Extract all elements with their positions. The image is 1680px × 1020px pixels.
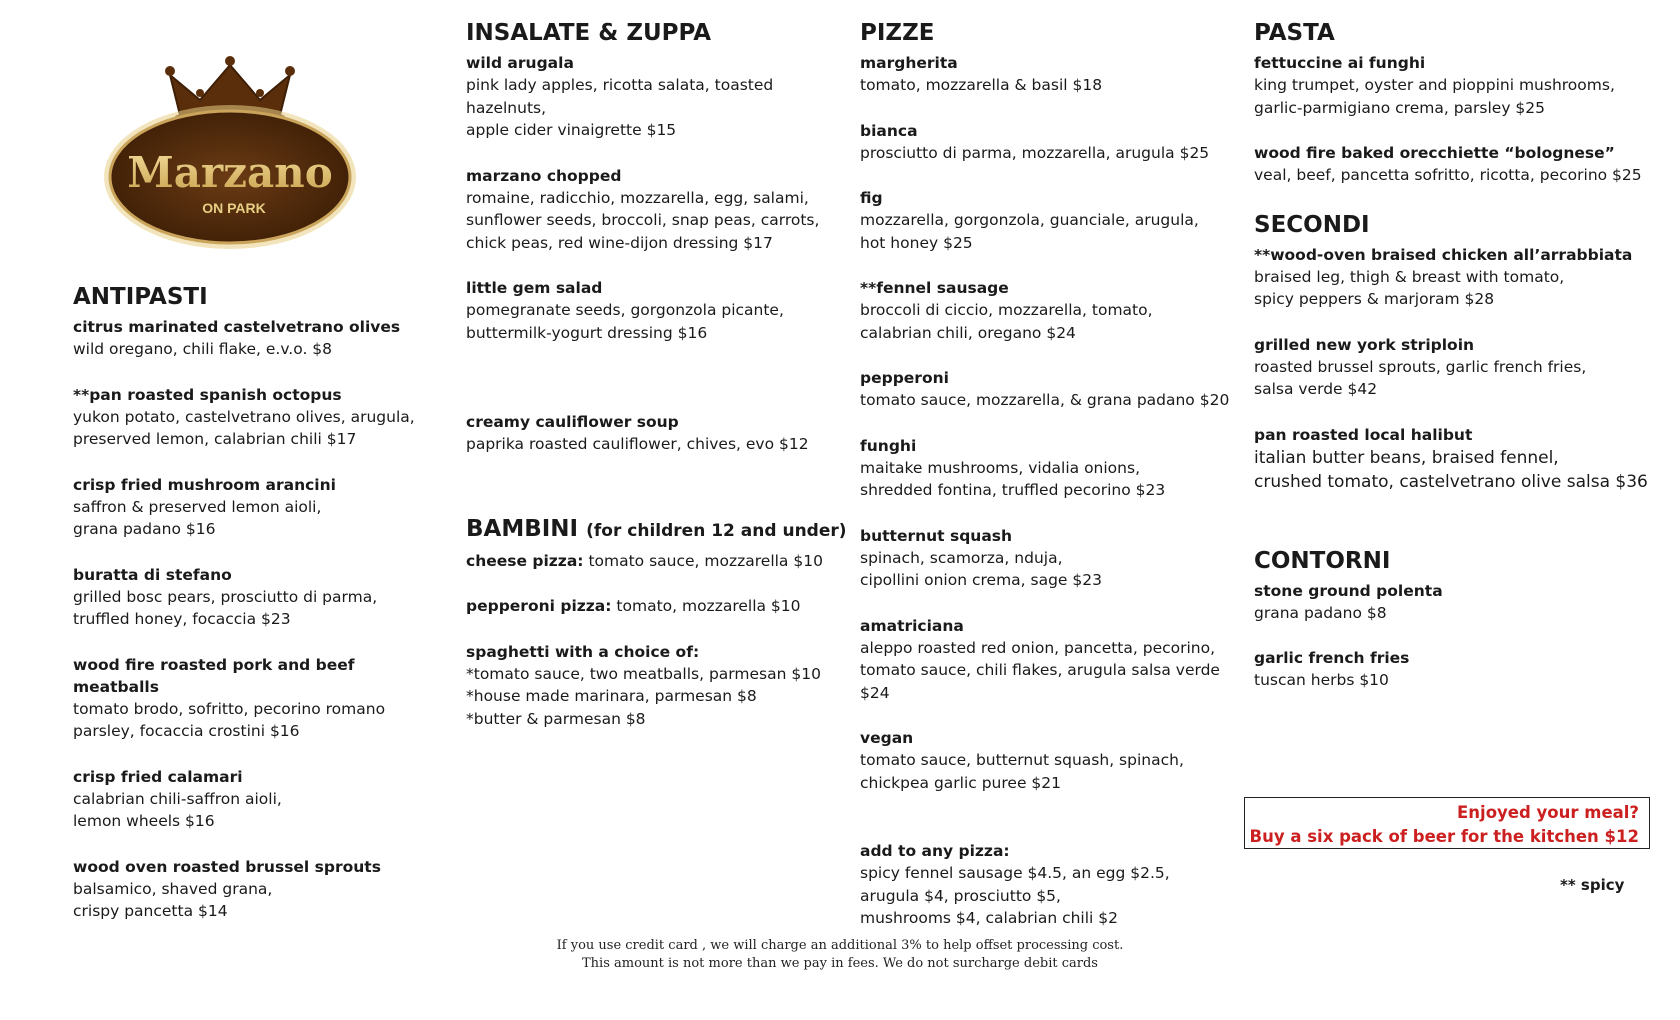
note-line-2: Buy a six pack of beer for the kitchen $12 [1249, 827, 1639, 846]
menu-item: vegan tomato sauce, butternut squash, spinach, chickpea garlic puree $21 [860, 729, 1184, 792]
bambini-title: BAMBINI (for children 12 and under) [466, 515, 847, 542]
menu-item: little gem salad pomegranate seeds, gorgonzola picante, buttermilk-yogurt dressing $16 [466, 279, 784, 342]
menu-item: amatriciana aleppo roasted red onion, pancetta, pecorino, tomato sauce, chili flakes, arugula salsa verde $24 [860, 616, 1220, 702]
secondi-title: SECONDI [1254, 211, 1370, 238]
pizza-addons: add to any pizza: spicy fennel sausage $4.5, an egg $2.5, arugula $4, prosciutto $5, mushrooms $4, calabrian chili $2 [860, 842, 1170, 927]
menu-item: bianca prosciutto di parma, mozzarella, arugula $25 [860, 121, 1210, 162]
menu-item: crisp fried mushroom arancini saffron & preserved lemon aioli, grana padano $16 [73, 475, 336, 538]
footer-line-2: This amount is not more than we pay in fees. We do not surcharge debit cards [582, 956, 1098, 971]
marzano-logo [100, 55, 360, 255]
menu-item: pepperoni pizza: tomato, mozzarella $10 [466, 597, 801, 615]
note-line-1: Enjoyed your meal? [1457, 803, 1639, 822]
menu-item: butternut squash spinach, scamorza, nduja, cipollini onion crema, sage $23 [860, 526, 1102, 589]
logo-name: Marzano [127, 148, 333, 197]
menu-item: fig mozzarella, gorgonzola, guanciale, arugula, hot honey $25 [860, 189, 1199, 252]
menu-item: pan roasted local halibut italian butter beans, braised fennel, crushed tomato, castelvetrano olive salsa $36 [1254, 425, 1648, 492]
menu-item: wild arugala pink lady apples, ricotta salata, toasted hazelnuts, apple cider vinaigrette $15 [466, 54, 774, 139]
spicy-legend: ** spicy [1560, 876, 1625, 894]
menu-item: cheese pizza: tomato sauce, mozzarella $10 [466, 551, 823, 570]
pasta-title: PASTA [1254, 20, 1335, 46]
insalate-title: INSALATE & ZUPPA [466, 20, 712, 46]
menu-item: **pan roasted spanish octopus yukon potato, castelvetrano olives, arugula, preserved lemon, calabrian chili $17 [73, 385, 415, 448]
menu-item: margherita tomato, mozzarella & basil $18 [860, 54, 1103, 94]
pasta-section [1254, 18, 1654, 715]
insalate-section [466, 18, 856, 753]
credit-card-notice [0, 937, 1680, 973]
menu-item: stone ground polenta grana padano $8 [1254, 581, 1443, 622]
menu-item: fettuccine ai funghi king trumpet, oyster and pioppini mushrooms, garlic-parmigiano crema, parsley $25 [1254, 54, 1615, 117]
contorni-title: CONTORNI [1254, 547, 1391, 574]
footer-line-1: If you use credit card , we will charge an additional 3% to help offset processing cost. [556, 938, 1124, 953]
menu-item: spaghetti with a choice of: *tomato sauce, two meatballs, parmesan $10 *house made marinara, parmesan $8 *butter & parmesan $8 [466, 642, 821, 728]
secondi-section [1254, 210, 1654, 494]
antipasti-title: ANTIPASTI [73, 284, 208, 310]
antipasti-section [73, 282, 433, 946]
menu-item: creamy cauliflower soup paprika roasted cauliflower, chives, evo $12 [466, 413, 809, 453]
menu-item: funghi maitake mushrooms, vidalia onions, shredded fontina, truffled pecorino $23 [860, 436, 1166, 499]
menu-item: wood oven roasted brussel sprouts balsamico, shaved grana, crispy pancetta $14 [73, 857, 381, 920]
bambini-section [466, 514, 856, 731]
menu-item: marzano chopped romaine, radicchio, mozzarella, egg, salami, sunflower seeds, broccoli, snap peas, carrots, chick peas, red wine-dijon dressing $17 [466, 166, 820, 252]
menu-item: grilled new york striploin roasted brussel sprouts, garlic french fries, salsa verde $42 [1254, 335, 1587, 398]
menu-item: garlic french fries tuscan herbs $10 [1254, 649, 1410, 689]
contorni-section [1254, 546, 1654, 692]
kitchen-tip-note [1244, 797, 1650, 849]
menu-item: wood fire baked orecchiette “bolognese” veal, beef, pancetta sofritto, ricotta, pecorino $25 [1254, 144, 1642, 184]
menu-item: buratta di stefano grilled bosc pears, prosciutto di parma, truffled honey, focaccia $23 [73, 565, 378, 628]
logo-tagline: ON PARK [202, 200, 266, 216]
menu-item: crisp fried calamari calabrian chili-saffron aioli, lemon wheels $16 [73, 767, 282, 830]
menu-item: **fennel sausage broccoli di ciccio, mozzarella, tomato, calabrian chili, oregano $24 [860, 279, 1153, 342]
menu-item: citrus marinated castelvetrano olives wild oregano, chili flake, e.v.o. $8 [73, 318, 401, 358]
menu-item: wood fire roasted pork and beef meatballs tomato brodo, sofritto, pecorino romano parsley, focaccia crostini $16 [73, 655, 386, 740]
menu-item: **wood-oven braised chicken all’arrabbiata braised leg, thigh & breast with tomato, spicy peppers & marjoram $28 [1254, 245, 1633, 308]
menu-item: pepperoni tomato sauce, mozzarella, & grana padano $20 [860, 369, 1230, 409]
pizze-section [860, 18, 1250, 953]
pizze-title: PIZZE [860, 20, 935, 46]
